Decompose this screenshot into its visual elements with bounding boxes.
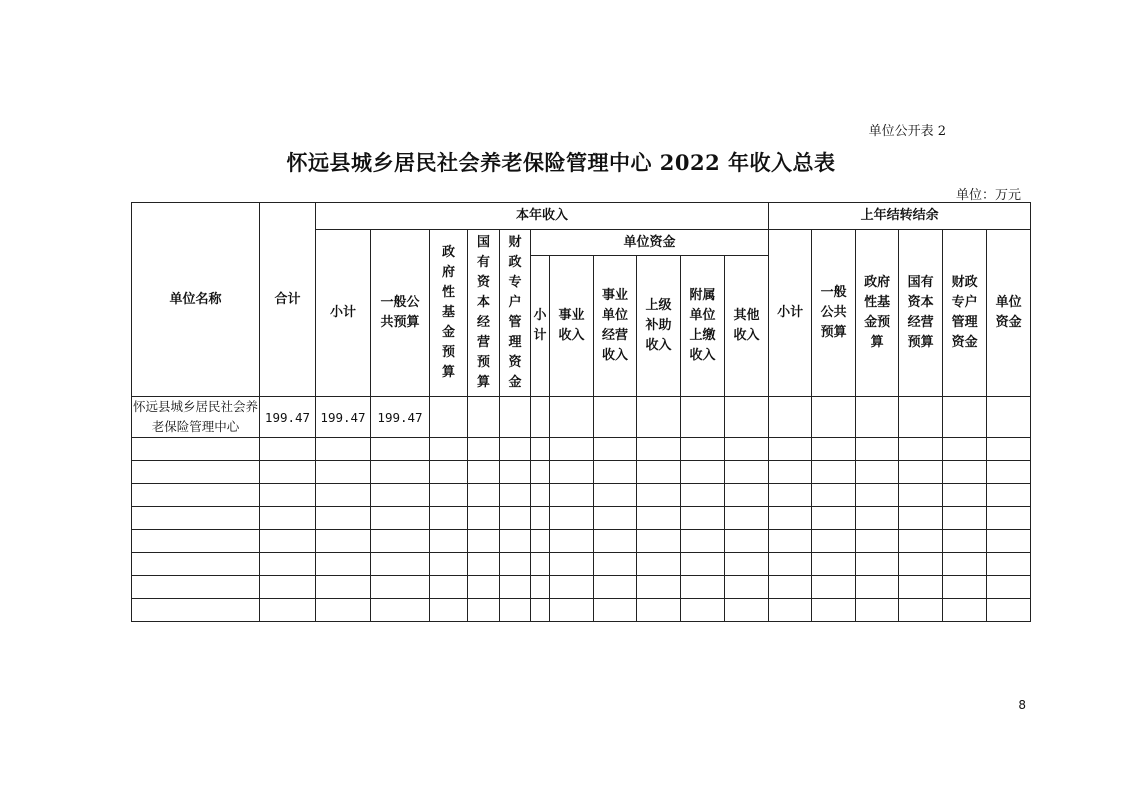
table-cell: [468, 507, 500, 530]
table-cell: [550, 461, 594, 484]
table-cell: [260, 461, 316, 484]
header-state-capital: 国 有 资 本 经 营 预 算: [468, 230, 500, 397]
table-cell: [430, 599, 468, 622]
row-total: 199.47: [260, 397, 316, 438]
table-row: [132, 461, 1031, 484]
table-cell: [500, 599, 531, 622]
table-cell: [725, 530, 769, 553]
table-cell: [500, 576, 531, 599]
header-superior-subsidy: 上级 补助 收入: [637, 256, 681, 397]
table-cell: [594, 438, 637, 461]
table-cell: [260, 507, 316, 530]
table-cell: [550, 576, 594, 599]
table-row: [132, 576, 1031, 599]
header-this-year-income: 本年收入: [316, 203, 769, 230]
table-row: [132, 553, 1031, 576]
table-row: [132, 438, 1031, 461]
table-cell: [681, 599, 725, 622]
table-cell: [132, 576, 260, 599]
table-cell: [681, 397, 725, 438]
table-cell: [550, 397, 594, 438]
table-cell: [316, 438, 371, 461]
table-cell: [316, 484, 371, 507]
table-cell: [899, 461, 943, 484]
income-table: [131, 202, 1031, 622]
header-last-year-carryover: 上年结转结余: [769, 203, 1031, 230]
table-cell: [468, 438, 500, 461]
header-row-1: [132, 203, 1031, 230]
table-cell: [812, 530, 856, 553]
header-ly-subtotal: 小计: [769, 230, 812, 397]
table-cell: [856, 507, 899, 530]
table-cell: [500, 484, 531, 507]
table-cell: [550, 484, 594, 507]
table-cell: [725, 438, 769, 461]
table-cell: [943, 507, 987, 530]
table-cell: [260, 530, 316, 553]
table-row: [132, 397, 1031, 438]
table-cell: [856, 576, 899, 599]
table-cell: [812, 507, 856, 530]
table-cell: [769, 599, 812, 622]
table-cell: [681, 553, 725, 576]
table-cell: [132, 553, 260, 576]
table-cell: [500, 397, 531, 438]
table-cell: [132, 530, 260, 553]
table-cell: [899, 397, 943, 438]
table-cell: [637, 484, 681, 507]
page-title: 怀远县城乡居民社会养老保险管理中心 2022 年收入总表: [286, 150, 836, 175]
table-cell: [856, 461, 899, 484]
table-cell: [681, 576, 725, 599]
table-cell: [500, 438, 531, 461]
table-cell: [681, 507, 725, 530]
table-cell: [856, 599, 899, 622]
table-cell: [531, 553, 550, 576]
header-ly-state-capital: 国有 资本 经营 预算: [899, 230, 943, 397]
table-cell: [725, 461, 769, 484]
table-cell: [943, 599, 987, 622]
table-cell: [899, 438, 943, 461]
table-cell: [812, 461, 856, 484]
table-cell: [468, 484, 500, 507]
table-cell: [430, 507, 468, 530]
table-cell: [260, 599, 316, 622]
table-cell: [316, 599, 371, 622]
header-operating-income: 事业 单位 经营 收入: [594, 256, 637, 397]
table-cell: [681, 484, 725, 507]
table-cell: [594, 530, 637, 553]
table-cell: [132, 438, 260, 461]
table-cell: [856, 438, 899, 461]
header-ly-gov-fund: 政府 性基 金预 算: [856, 230, 899, 397]
table-cell: [769, 507, 812, 530]
table-cell: [856, 397, 899, 438]
header-unit-name: 单位名称: [132, 203, 260, 397]
table-cell: [856, 530, 899, 553]
table-cell: [987, 438, 1031, 461]
form-number: 单位公开表 2: [868, 124, 946, 139]
table-cell: [725, 553, 769, 576]
table-cell: [987, 507, 1031, 530]
table-cell: [987, 461, 1031, 484]
header-subtotal: 小计: [316, 230, 371, 397]
table-cell: [769, 553, 812, 576]
table-cell: [856, 484, 899, 507]
header-gov-fund: 政 府 性 基 金 预 算: [430, 230, 468, 397]
table-cell: [371, 484, 430, 507]
row-subtotal: 199.47: [316, 397, 371, 438]
header-other-income: 其他 收入: [725, 256, 769, 397]
table-row: [132, 507, 1031, 530]
table-cell: [468, 461, 500, 484]
table-cell: [987, 484, 1031, 507]
table-cell: [594, 553, 637, 576]
table-cell: [371, 461, 430, 484]
table-cell: [430, 553, 468, 576]
table-cell: [899, 599, 943, 622]
table-cell: [943, 484, 987, 507]
table-cell: [594, 599, 637, 622]
table-cell: [594, 461, 637, 484]
table-cell: [316, 507, 371, 530]
table-cell: [725, 507, 769, 530]
table-cell: [899, 576, 943, 599]
table-cell: [531, 530, 550, 553]
table-cell: [594, 507, 637, 530]
table-cell: [899, 484, 943, 507]
table-cell: [812, 484, 856, 507]
table-cell: [468, 553, 500, 576]
table-cell: [132, 461, 260, 484]
table-cell: [899, 507, 943, 530]
table-cell: [371, 599, 430, 622]
table-cell: [468, 599, 500, 622]
header-fiscal-special: 财 政 专 户 管 理 资 金: [500, 230, 531, 397]
table-cell: [371, 576, 430, 599]
table-cell: [987, 599, 1031, 622]
row-unit-name: 怀远县城乡居民社会养老保险管理中心: [132, 397, 260, 438]
table-cell: [637, 599, 681, 622]
header-uf-subtotal: 小 计: [531, 256, 550, 397]
table-cell: [371, 553, 430, 576]
table-cell: [899, 530, 943, 553]
table-cell: [725, 576, 769, 599]
header-unit-funds: 单位资金: [531, 230, 769, 256]
table-cell: [132, 484, 260, 507]
table-cell: [812, 599, 856, 622]
table-cell: [899, 553, 943, 576]
table-cell: [430, 438, 468, 461]
table-cell: [531, 599, 550, 622]
table-cell: [430, 484, 468, 507]
table-cell: [500, 530, 531, 553]
table-cell: [856, 553, 899, 576]
header-total: 合计: [260, 203, 316, 397]
table-cell: [812, 553, 856, 576]
table-cell: [531, 461, 550, 484]
table-cell: [132, 599, 260, 622]
table-cell: [637, 576, 681, 599]
table-cell: [769, 484, 812, 507]
table-cell: [943, 461, 987, 484]
table-cell: [468, 576, 500, 599]
table-cell: [725, 484, 769, 507]
table-cell: [637, 530, 681, 553]
table-cell: [637, 507, 681, 530]
table-cell: [725, 397, 769, 438]
table-cell: [987, 530, 1031, 553]
table-cell: [987, 397, 1031, 438]
table-cell: [637, 553, 681, 576]
header-affiliated-income: 附属 单位 上缴 收入: [681, 256, 725, 397]
table-cell: [316, 553, 371, 576]
table-cell: [260, 484, 316, 507]
empty-rows: [132, 438, 1031, 622]
table-cell: [681, 530, 725, 553]
table-cell: [371, 438, 430, 461]
table-cell: [812, 397, 856, 438]
table-cell: [531, 397, 550, 438]
table-cell: [132, 507, 260, 530]
table-cell: [500, 507, 531, 530]
table-cell: [943, 397, 987, 438]
table-cell: [531, 507, 550, 530]
header-ly-general-budget: 一般 公共 预算: [812, 230, 856, 397]
table-cell: [468, 397, 500, 438]
table-cell: [531, 438, 550, 461]
table-row: [132, 484, 1031, 507]
table-cell: [531, 576, 550, 599]
table-cell: [594, 484, 637, 507]
table-cell: [371, 530, 430, 553]
header-ly-fiscal-special: 财政 专户 管理 资金: [943, 230, 987, 397]
page-number: 8: [1018, 698, 1026, 712]
table-cell: [500, 553, 531, 576]
table-cell: [260, 438, 316, 461]
table-cell: [943, 576, 987, 599]
table-cell: [681, 461, 725, 484]
table-cell: [550, 507, 594, 530]
table-cell: [316, 530, 371, 553]
table-cell: [769, 397, 812, 438]
table-cell: [316, 576, 371, 599]
table-cell: [430, 397, 468, 438]
table-cell: [943, 530, 987, 553]
table-cell: [943, 553, 987, 576]
table-cell: [468, 530, 500, 553]
row-general-budget: 199.47: [371, 397, 430, 438]
table-cell: [371, 507, 430, 530]
table-cell: [987, 553, 1031, 576]
table-cell: [725, 599, 769, 622]
table-cell: [260, 553, 316, 576]
table-cell: [812, 438, 856, 461]
table-cell: [550, 438, 594, 461]
table-cell: [637, 461, 681, 484]
table-cell: [430, 576, 468, 599]
table-cell: [500, 461, 531, 484]
table-cell: [681, 438, 725, 461]
table-cell: [637, 397, 681, 438]
table-cell: [531, 484, 550, 507]
table-cell: [769, 530, 812, 553]
header-business-income: 事业 收入: [550, 256, 594, 397]
header-ly-unit-funds: 单位 资金: [987, 230, 1031, 397]
table-cell: [430, 530, 468, 553]
table-row: [132, 599, 1031, 622]
header-general-budget: 一般公 共预算: [371, 230, 430, 397]
table-cell: [769, 461, 812, 484]
table-cell: [316, 461, 371, 484]
table-row: [132, 530, 1031, 553]
table-cell: [943, 438, 987, 461]
table-cell: [550, 553, 594, 576]
table-cell: [550, 530, 594, 553]
unit-label: 单位：万元: [955, 188, 1021, 203]
table-cell: [594, 397, 637, 438]
table-cell: [769, 576, 812, 599]
table-cell: [550, 599, 594, 622]
table-cell: [769, 438, 812, 461]
table-cell: [594, 576, 637, 599]
table-cell: [812, 576, 856, 599]
table-cell: [260, 576, 316, 599]
table-cell: [987, 576, 1031, 599]
table-cell: [430, 461, 468, 484]
table-cell: [637, 438, 681, 461]
